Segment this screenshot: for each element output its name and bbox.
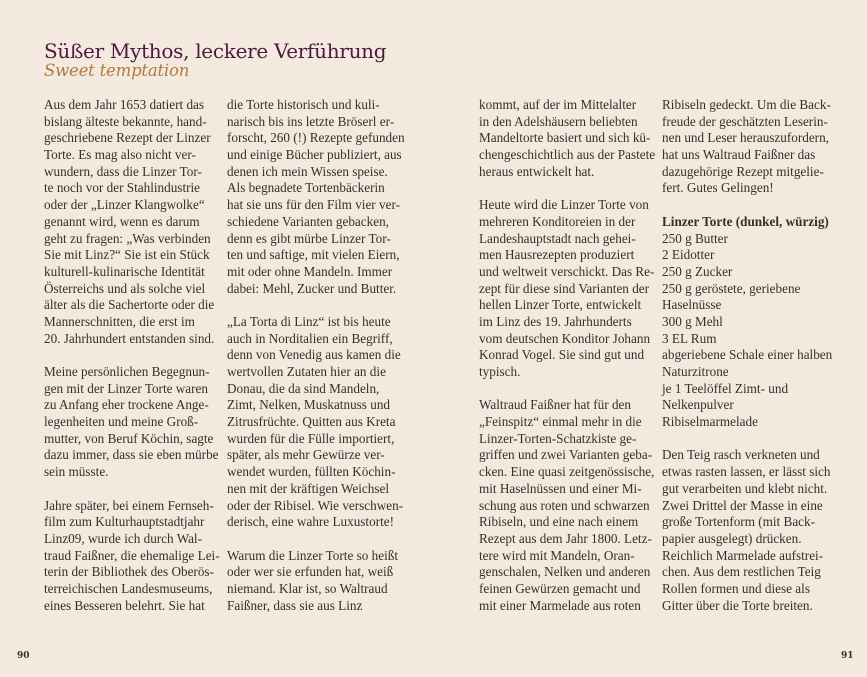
paragraph-gap <box>227 531 405 548</box>
text-line: kommt, auf der im Mittelalter <box>479 97 637 112</box>
ingredient-line: 250 g geröstete, geriebene <box>662 280 801 296</box>
text-line: mit Haselnüssen und einer Mi- <box>479 480 642 496</box>
method-line: Rollen formen und diese als <box>662 580 810 596</box>
text-line: die Torte historisch und kuli- <box>227 97 380 112</box>
text-line: Zitrusfrüchte. Quitten aus Kreta <box>227 414 396 430</box>
text-line: cken. Eine quasi zeitgenössische, <box>479 464 655 480</box>
method-line: papier ausgelegt) drücken. <box>662 530 802 546</box>
text-line: sein müsste. <box>44 464 109 480</box>
text-line: Warum die Linzer Torte so heißt <box>227 547 398 563</box>
text-line: auch in Norditalien ein Begriff, <box>227 330 393 346</box>
text-line: hat sie uns für den Film vier ver- <box>227 197 400 213</box>
text-line: denen ich mein Wissen speise. <box>227 163 388 179</box>
recipe-column <box>662 97 832 614</box>
text-line: legenheiten und meine Groß- <box>44 414 199 430</box>
method-line: große Tortenform (mit Back- <box>662 514 816 530</box>
text-line: men Hausrezepten produziert <box>479 247 635 263</box>
text-line: Aus dem Jahr 1653 datiert das <box>44 97 205 112</box>
text-line: terreichischen Landesmuseums, <box>44 580 213 596</box>
text-line: Linz09, wurde ich durch Wal- <box>44 530 202 546</box>
text-line: zept für diese sind Varianten der <box>479 280 650 296</box>
text-line: Rezept aus dem Jahr 1800. Letz- <box>479 530 652 546</box>
text-line: kulturell-kulinarische Identität <box>44 263 205 279</box>
text-line: genannt wird, wenn es darum <box>44 213 200 229</box>
text-line: denn von Venedig aus kamen die <box>227 347 401 363</box>
text-line: freude der geschätzten Leserin- <box>662 113 828 129</box>
method-line: gut verarbeiten und klebt nicht. <box>662 480 828 496</box>
page-title: Süßer Mythos, leckere Verführung <box>44 39 387 63</box>
text-line: nen mit der kräftigen Weichsel <box>227 480 390 496</box>
text-line: geht zu fragen: „Was verbinden <box>44 230 211 246</box>
text-line: denn es gibt mürbe Linzer Tor- <box>227 230 391 246</box>
paragraph-gap <box>662 431 832 448</box>
text-line: wertvollen Zutaten hier an die <box>227 364 386 379</box>
text-column-3 <box>479 97 655 614</box>
text-line: hat uns Waltraud Faißner das <box>662 147 816 163</box>
text-line: mit oder ohne Mandeln. Immer <box>227 263 393 279</box>
paragraph-gap <box>44 481 220 498</box>
text-column-2 <box>227 97 405 614</box>
text-line: feinen Gewürzen gemacht und <box>479 580 641 596</box>
page-number-left: 90 <box>17 651 30 661</box>
text-line: 20. Jahrhundert entstanden sind. <box>44 330 215 346</box>
text-line: dazu immer, dass sie eben mürbe <box>44 447 219 463</box>
text-line: und einige Bücher publiziert, aus <box>227 147 402 163</box>
text-line: wendet wurden, füllten Köchin- <box>227 464 396 480</box>
text-line: oder wer sie erfunden hat, weiß <box>227 564 394 580</box>
ingredient-line: 250 g Butter <box>662 230 728 246</box>
ingredient-line: 2 Eidotter <box>662 247 715 263</box>
text-line: Als begnadete Tortenbäckerin <box>227 180 385 196</box>
ingredient-line: Naturzitrone <box>662 364 729 379</box>
paragraph-gap <box>227 297 405 314</box>
recipe-title: Linzer Torte (dunkel, würzig) <box>662 213 829 229</box>
text-line: heraus entwickelt hat. <box>479 163 595 179</box>
text-line: in den Adelshäusern beliebten <box>479 113 638 129</box>
text-line: typisch. <box>479 364 521 379</box>
text-line: Österreichs und als solche viel <box>44 280 206 296</box>
paragraph-gap <box>662 197 832 214</box>
text-line: gen mit der Linzer Torte waren <box>44 380 208 396</box>
text-line: Ribiseln gedeckt. Um die Back- <box>662 97 831 112</box>
text-line: zu Anfang eher trockene Ange- <box>44 397 209 413</box>
text-line: dazugehörige Rezept mitgelie- <box>662 163 824 179</box>
method-line: Zwei Drittel der Masse in eine <box>662 497 823 513</box>
text-line: wundern, dass die Linzer Tor- <box>44 163 202 179</box>
text-line: film zum Kulturhauptstadtjahr <box>44 514 205 530</box>
text-line: fert. Gutes Gelingen! <box>662 180 774 196</box>
text-line: schiedene Varianten gebacken, <box>227 213 389 229</box>
text-line: mit einer Marmelade aus roten <box>479 597 641 613</box>
text-line: Ribiseln, und eine nach einem <box>479 514 639 530</box>
text-line: Donau, die da sind Mandeln, <box>227 380 380 396</box>
text-line: „La Torta di Linz“ ist bis heute <box>227 313 391 329</box>
text-line: traud Faißner, die ehemalige Lei- <box>44 547 220 563</box>
page-number-right: 91 <box>841 651 854 661</box>
text-line: älter als die Sachertorte oder die <box>44 297 215 313</box>
text-line: geschriebene Rezept der Linzer <box>44 130 211 146</box>
text-line: oder der Ribisel. Wie verschwen- <box>227 497 404 513</box>
text-line: narisch bis ins letzte Bröserl er- <box>227 113 395 129</box>
text-line: und weltweit verschickt. Das Re- <box>479 263 655 279</box>
ingredient-line: 3 EL Rum <box>662 330 717 346</box>
text-line: Faißner, dass sie aus Linz <box>227 597 363 613</box>
text-line: Heute wird die Linzer Torte von <box>479 197 649 213</box>
text-line: Konrad Vogel. Sie sind gut und <box>479 347 645 363</box>
text-line: vom deutschen Konditor Johann <box>479 330 651 346</box>
text-line: niemand. Klar ist, so Waltraud <box>227 580 388 596</box>
ingredient-line: Haselnüsse <box>662 297 722 313</box>
text-line: bislang älteste bekannte, hand- <box>44 113 207 129</box>
ingredient-line: Ribiselmarmelade <box>662 414 758 430</box>
text-line: „Feinspitz“ einmal mehr in die <box>479 414 642 430</box>
paragraph-gap <box>479 180 655 197</box>
text-line: oder der „Linzer Klangwolke“ <box>44 197 205 213</box>
text-line: nen und Leser herauszufordern, <box>662 130 829 146</box>
method-line: etwas rasten lassen, er lässt sich <box>662 464 831 480</box>
text-line: Landeshauptstadt nach gehei- <box>479 230 636 246</box>
ingredient-line: 250 g Zucker <box>662 263 733 279</box>
paragraph-gap <box>44 347 220 364</box>
text-line: Linzer-Torten-Schatzkiste ge- <box>479 430 637 446</box>
text-line: Waltraud Faißner hat für den <box>479 397 632 413</box>
text-line: hellen Linzer Torte, entwickelt <box>479 297 642 313</box>
method-line: Reichlich Marmelade aufstrei- <box>662 547 824 563</box>
text-line: eines Besseren belehrt. Sie hat <box>44 597 205 613</box>
ingredient-line: je 1 Teelöffel Zimt- und <box>662 380 789 396</box>
text-line: ten und saftige, mit vielen Eiern, <box>227 247 400 263</box>
text-line: im Linz des 19. Jahrhunderts <box>479 313 632 329</box>
text-line: mehreren Konditoreien in der <box>479 213 636 229</box>
ingredient-line: Nelkenpulver <box>662 397 734 413</box>
text-line: griffen und zwei Varianten geba- <box>479 447 653 463</box>
text-line: Sie mit Linz?“ Sie ist ein Stück <box>44 247 210 263</box>
method-line: Gitter über die Torte breiten. <box>662 597 813 613</box>
method-line: Den Teig rasch verkneten und <box>662 447 820 463</box>
text-line: Mannerschnitten, die erst im <box>44 313 195 329</box>
text-line: später, als mehr Gewürze ver- <box>227 447 385 463</box>
page-subtitle: Sweet temptation <box>44 61 190 80</box>
method-line: chen. Aus dem restlichen Teig <box>662 564 821 580</box>
text-line: forscht, 260 (!) Rezepte gefunden <box>227 130 405 146</box>
text-line: Meine persönlichen Begegnun- <box>44 364 210 379</box>
text-line: schung aus roten und schwarzen <box>479 497 650 513</box>
ingredient-line: abgeriebene Schale einer halben <box>662 347 833 363</box>
text-line: terin der Bibliothek des Oberös- <box>44 564 214 580</box>
text-line: tere wird mit Mandeln, Oran- <box>479 547 635 563</box>
text-line: Zimt, Nelken, Muskatnuss und <box>227 397 391 413</box>
text-line: te noch vor der Stahlindustrie <box>44 180 201 196</box>
text-line: derisch, eine wahre Luxustorte! <box>227 514 394 530</box>
text-line: wurden für die Fülle importiert, <box>227 430 395 446</box>
text-line: mutter, von Beruf Köchin, sagte <box>44 430 214 446</box>
text-column-1 <box>44 97 220 614</box>
ingredient-line: 300 g Mehl <box>662 313 723 329</box>
text-line: chengeschichtlich aus der Pastete <box>479 147 656 163</box>
text-line: dabei: Mehl, Zucker und Butter. <box>227 280 397 296</box>
text-line: Mandeltorte basiert und sich kü- <box>479 130 651 146</box>
text-line: Jahre später, bei einem Fernseh- <box>44 497 214 513</box>
text-line: Torte. Es mag also nicht ver- <box>44 147 196 163</box>
paragraph-gap <box>479 381 655 398</box>
text-line: genschalen, Nelken und anderen <box>479 564 651 580</box>
